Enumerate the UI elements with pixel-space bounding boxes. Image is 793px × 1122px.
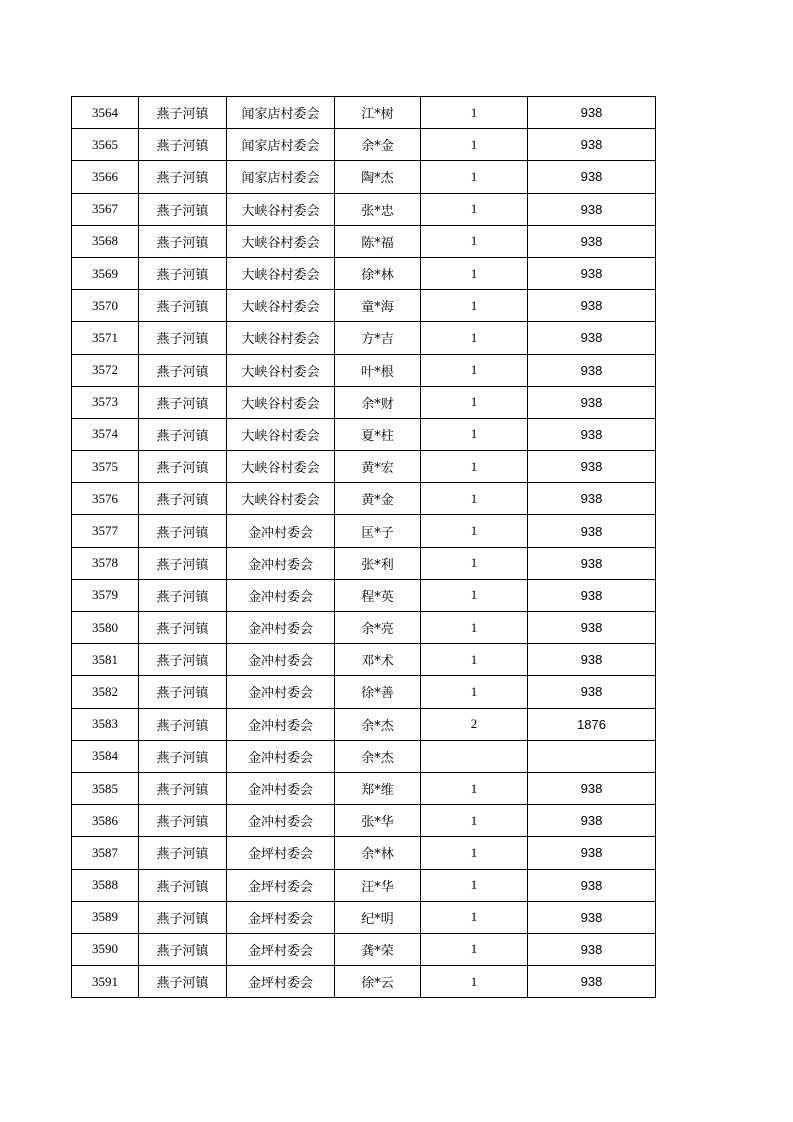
amount-cell: 938 — [528, 225, 656, 257]
count-cell: 1 — [421, 966, 528, 998]
amount-cell: 938 — [528, 515, 656, 547]
village-committee-cell: 金冲村委会 — [227, 515, 335, 547]
township-cell: 燕子河镇 — [139, 257, 227, 289]
serial-number-cell: 3576 — [72, 483, 139, 515]
name-cell: 张*忠 — [335, 193, 421, 225]
name-cell: 匡*子 — [335, 515, 421, 547]
table-row — [72, 515, 656, 547]
name-cell: 余*财 — [335, 386, 421, 418]
township-cell: 燕子河镇 — [139, 901, 227, 933]
name-cell: 余*亮 — [335, 612, 421, 644]
township-cell: 燕子河镇 — [139, 290, 227, 322]
name-cell: 叶*根 — [335, 354, 421, 386]
township-cell: 燕子河镇 — [139, 451, 227, 483]
amount-cell: 938 — [528, 612, 656, 644]
amount-cell: 938 — [528, 901, 656, 933]
township-cell: 燕子河镇 — [139, 612, 227, 644]
serial-number-cell: 3571 — [72, 322, 139, 354]
township-cell: 燕子河镇 — [139, 740, 227, 772]
count-cell: 1 — [421, 515, 528, 547]
name-cell: 陈*福 — [335, 225, 421, 257]
table-row — [72, 612, 656, 644]
name-cell: 徐*云 — [335, 966, 421, 998]
count-cell: 1 — [421, 547, 528, 579]
amount-cell: 938 — [528, 161, 656, 193]
table-row — [72, 483, 656, 515]
township-cell: 燕子河镇 — [139, 515, 227, 547]
serial-number-cell: 3587 — [72, 837, 139, 869]
count-cell: 1 — [421, 418, 528, 450]
serial-number-cell: 3568 — [72, 225, 139, 257]
serial-number-cell: 3577 — [72, 515, 139, 547]
village-committee-cell: 闻家店村委会 — [227, 129, 335, 161]
village-committee-cell: 金冲村委会 — [227, 676, 335, 708]
township-cell: 燕子河镇 — [139, 225, 227, 257]
name-cell: 郑*维 — [335, 772, 421, 804]
table-row — [72, 805, 656, 837]
table-row — [72, 676, 656, 708]
name-cell: 余*杰 — [335, 740, 421, 772]
serial-number-cell: 3567 — [72, 193, 139, 225]
amount-cell: 938 — [528, 418, 656, 450]
serial-number-cell: 3572 — [72, 354, 139, 386]
count-cell: 1 — [421, 97, 528, 129]
village-committee-cell: 大峡谷村委会 — [227, 386, 335, 418]
serial-number-cell: 3579 — [72, 579, 139, 611]
village-committee-cell: 金坪村委会 — [227, 933, 335, 965]
table-row — [72, 579, 656, 611]
count-cell: 1 — [421, 386, 528, 418]
table-row — [72, 740, 656, 772]
name-cell: 童*海 — [335, 290, 421, 322]
township-cell: 燕子河镇 — [139, 547, 227, 579]
count-cell: 1 — [421, 225, 528, 257]
name-cell: 徐*林 — [335, 257, 421, 289]
table-row — [72, 129, 656, 161]
name-cell: 余*金 — [335, 129, 421, 161]
serial-number-cell: 3584 — [72, 740, 139, 772]
count-cell: 1 — [421, 869, 528, 901]
name-cell: 程*英 — [335, 579, 421, 611]
village-committee-cell: 金冲村委会 — [227, 708, 335, 740]
village-committee-cell: 金冲村委会 — [227, 644, 335, 676]
amount-cell: 938 — [528, 322, 656, 354]
village-committee-cell: 闻家店村委会 — [227, 161, 335, 193]
township-cell: 燕子河镇 — [139, 129, 227, 161]
village-committee-cell: 金冲村委会 — [227, 772, 335, 804]
serial-number-cell: 3582 — [72, 676, 139, 708]
serial-number-cell: 3588 — [72, 869, 139, 901]
amount-cell: 938 — [528, 386, 656, 418]
name-cell: 龚*荣 — [335, 933, 421, 965]
village-committee-cell: 金坪村委会 — [227, 966, 335, 998]
village-committee-cell: 大峡谷村委会 — [227, 290, 335, 322]
table-row — [72, 966, 656, 998]
village-committee-cell: 大峡谷村委会 — [227, 451, 335, 483]
count-cell: 1 — [421, 579, 528, 611]
amount-cell: 938 — [528, 933, 656, 965]
amount-cell: 938 — [528, 837, 656, 869]
table-row — [72, 354, 656, 386]
count-cell: 1 — [421, 676, 528, 708]
amount-cell: 938 — [528, 257, 656, 289]
township-cell: 燕子河镇 — [139, 579, 227, 611]
township-cell: 燕子河镇 — [139, 97, 227, 129]
count-cell: 1 — [421, 451, 528, 483]
table-row — [72, 193, 656, 225]
table-row — [72, 901, 656, 933]
township-cell: 燕子河镇 — [139, 933, 227, 965]
amount-cell: 938 — [528, 193, 656, 225]
table-row — [72, 547, 656, 579]
name-cell: 汪*华 — [335, 869, 421, 901]
serial-number-cell: 3574 — [72, 418, 139, 450]
amount-cell: 938 — [528, 290, 656, 322]
village-committee-cell: 金坪村委会 — [227, 837, 335, 869]
amount-cell: 1876 — [528, 708, 656, 740]
serial-number-cell: 3586 — [72, 805, 139, 837]
amount-cell: 938 — [528, 547, 656, 579]
village-committee-cell: 金冲村委会 — [227, 579, 335, 611]
township-cell: 燕子河镇 — [139, 322, 227, 354]
table-row — [72, 161, 656, 193]
name-cell: 张*利 — [335, 547, 421, 579]
name-cell: 余*林 — [335, 837, 421, 869]
table-row — [72, 644, 656, 676]
table-row — [72, 418, 656, 450]
table-row — [72, 451, 656, 483]
amount-cell — [528, 740, 656, 772]
township-cell: 燕子河镇 — [139, 483, 227, 515]
serial-number-cell: 3573 — [72, 386, 139, 418]
name-cell: 夏*柱 — [335, 418, 421, 450]
count-cell: 1 — [421, 933, 528, 965]
village-committee-cell: 大峡谷村委会 — [227, 322, 335, 354]
table-body — [72, 97, 656, 998]
table-row — [72, 837, 656, 869]
village-committee-cell: 闻家店村委会 — [227, 97, 335, 129]
township-cell: 燕子河镇 — [139, 193, 227, 225]
table-row — [72, 322, 656, 354]
count-cell — [421, 740, 528, 772]
township-cell: 燕子河镇 — [139, 708, 227, 740]
count-cell: 1 — [421, 612, 528, 644]
township-cell: 燕子河镇 — [139, 837, 227, 869]
amount-cell: 938 — [528, 354, 656, 386]
township-cell: 燕子河镇 — [139, 676, 227, 708]
serial-number-cell: 3580 — [72, 612, 139, 644]
township-cell: 燕子河镇 — [139, 161, 227, 193]
village-committee-cell: 金冲村委会 — [227, 740, 335, 772]
village-committee-cell: 大峡谷村委会 — [227, 193, 335, 225]
township-cell: 燕子河镇 — [139, 418, 227, 450]
name-cell: 纪*明 — [335, 901, 421, 933]
township-cell: 燕子河镇 — [139, 772, 227, 804]
serial-number-cell: 3583 — [72, 708, 139, 740]
count-cell: 1 — [421, 901, 528, 933]
village-committee-cell: 大峡谷村委会 — [227, 225, 335, 257]
amount-cell: 938 — [528, 579, 656, 611]
township-cell: 燕子河镇 — [139, 386, 227, 418]
serial-number-cell: 3590 — [72, 933, 139, 965]
name-cell: 陶*杰 — [335, 161, 421, 193]
count-cell: 1 — [421, 161, 528, 193]
village-committee-cell: 大峡谷村委会 — [227, 418, 335, 450]
serial-number-cell: 3591 — [72, 966, 139, 998]
amount-cell: 938 — [528, 451, 656, 483]
amount-cell: 938 — [528, 869, 656, 901]
serial-number-cell: 3581 — [72, 644, 139, 676]
township-cell: 燕子河镇 — [139, 805, 227, 837]
serial-number-cell: 3578 — [72, 547, 139, 579]
village-committee-cell: 金冲村委会 — [227, 805, 335, 837]
serial-number-cell: 3565 — [72, 129, 139, 161]
amount-cell: 938 — [528, 772, 656, 804]
count-cell: 1 — [421, 257, 528, 289]
amount-cell: 938 — [528, 97, 656, 129]
count-cell: 1 — [421, 354, 528, 386]
count-cell: 1 — [421, 193, 528, 225]
serial-number-cell: 3585 — [72, 772, 139, 804]
amount-cell: 938 — [528, 129, 656, 161]
serial-number-cell: 3564 — [72, 97, 139, 129]
beneficiary-table — [71, 96, 656, 998]
serial-number-cell: 3569 — [72, 257, 139, 289]
amount-cell: 938 — [528, 966, 656, 998]
serial-number-cell: 3570 — [72, 290, 139, 322]
amount-cell: 938 — [528, 805, 656, 837]
name-cell: 江*树 — [335, 97, 421, 129]
count-cell: 1 — [421, 290, 528, 322]
name-cell: 黄*宏 — [335, 451, 421, 483]
table-row — [72, 869, 656, 901]
village-committee-cell: 大峡谷村委会 — [227, 483, 335, 515]
table-row — [72, 290, 656, 322]
name-cell: 邓*术 — [335, 644, 421, 676]
name-cell: 张*华 — [335, 805, 421, 837]
name-cell: 徐*善 — [335, 676, 421, 708]
township-cell: 燕子河镇 — [139, 644, 227, 676]
amount-cell: 938 — [528, 676, 656, 708]
count-cell: 1 — [421, 772, 528, 804]
count-cell: 1 — [421, 322, 528, 354]
count-cell: 2 — [421, 708, 528, 740]
table-row — [72, 933, 656, 965]
village-committee-cell: 金冲村委会 — [227, 612, 335, 644]
serial-number-cell: 3575 — [72, 451, 139, 483]
serial-number-cell: 3566 — [72, 161, 139, 193]
name-cell: 方*吉 — [335, 322, 421, 354]
count-cell: 1 — [421, 483, 528, 515]
village-committee-cell: 金坪村委会 — [227, 869, 335, 901]
table-row — [72, 386, 656, 418]
table-row — [72, 708, 656, 740]
count-cell: 1 — [421, 644, 528, 676]
village-committee-cell: 大峡谷村委会 — [227, 257, 335, 289]
name-cell: 黄*金 — [335, 483, 421, 515]
table-row — [72, 225, 656, 257]
serial-number-cell: 3589 — [72, 901, 139, 933]
count-cell: 1 — [421, 129, 528, 161]
village-committee-cell: 金坪村委会 — [227, 901, 335, 933]
township-cell: 燕子河镇 — [139, 966, 227, 998]
township-cell: 燕子河镇 — [139, 354, 227, 386]
table-row — [72, 772, 656, 804]
count-cell: 1 — [421, 805, 528, 837]
amount-cell: 938 — [528, 644, 656, 676]
count-cell: 1 — [421, 837, 528, 869]
village-committee-cell: 大峡谷村委会 — [227, 354, 335, 386]
table-row — [72, 257, 656, 289]
village-committee-cell: 金冲村委会 — [227, 547, 335, 579]
table-row — [72, 97, 656, 129]
amount-cell: 938 — [528, 483, 656, 515]
township-cell: 燕子河镇 — [139, 869, 227, 901]
name-cell: 余*杰 — [335, 708, 421, 740]
